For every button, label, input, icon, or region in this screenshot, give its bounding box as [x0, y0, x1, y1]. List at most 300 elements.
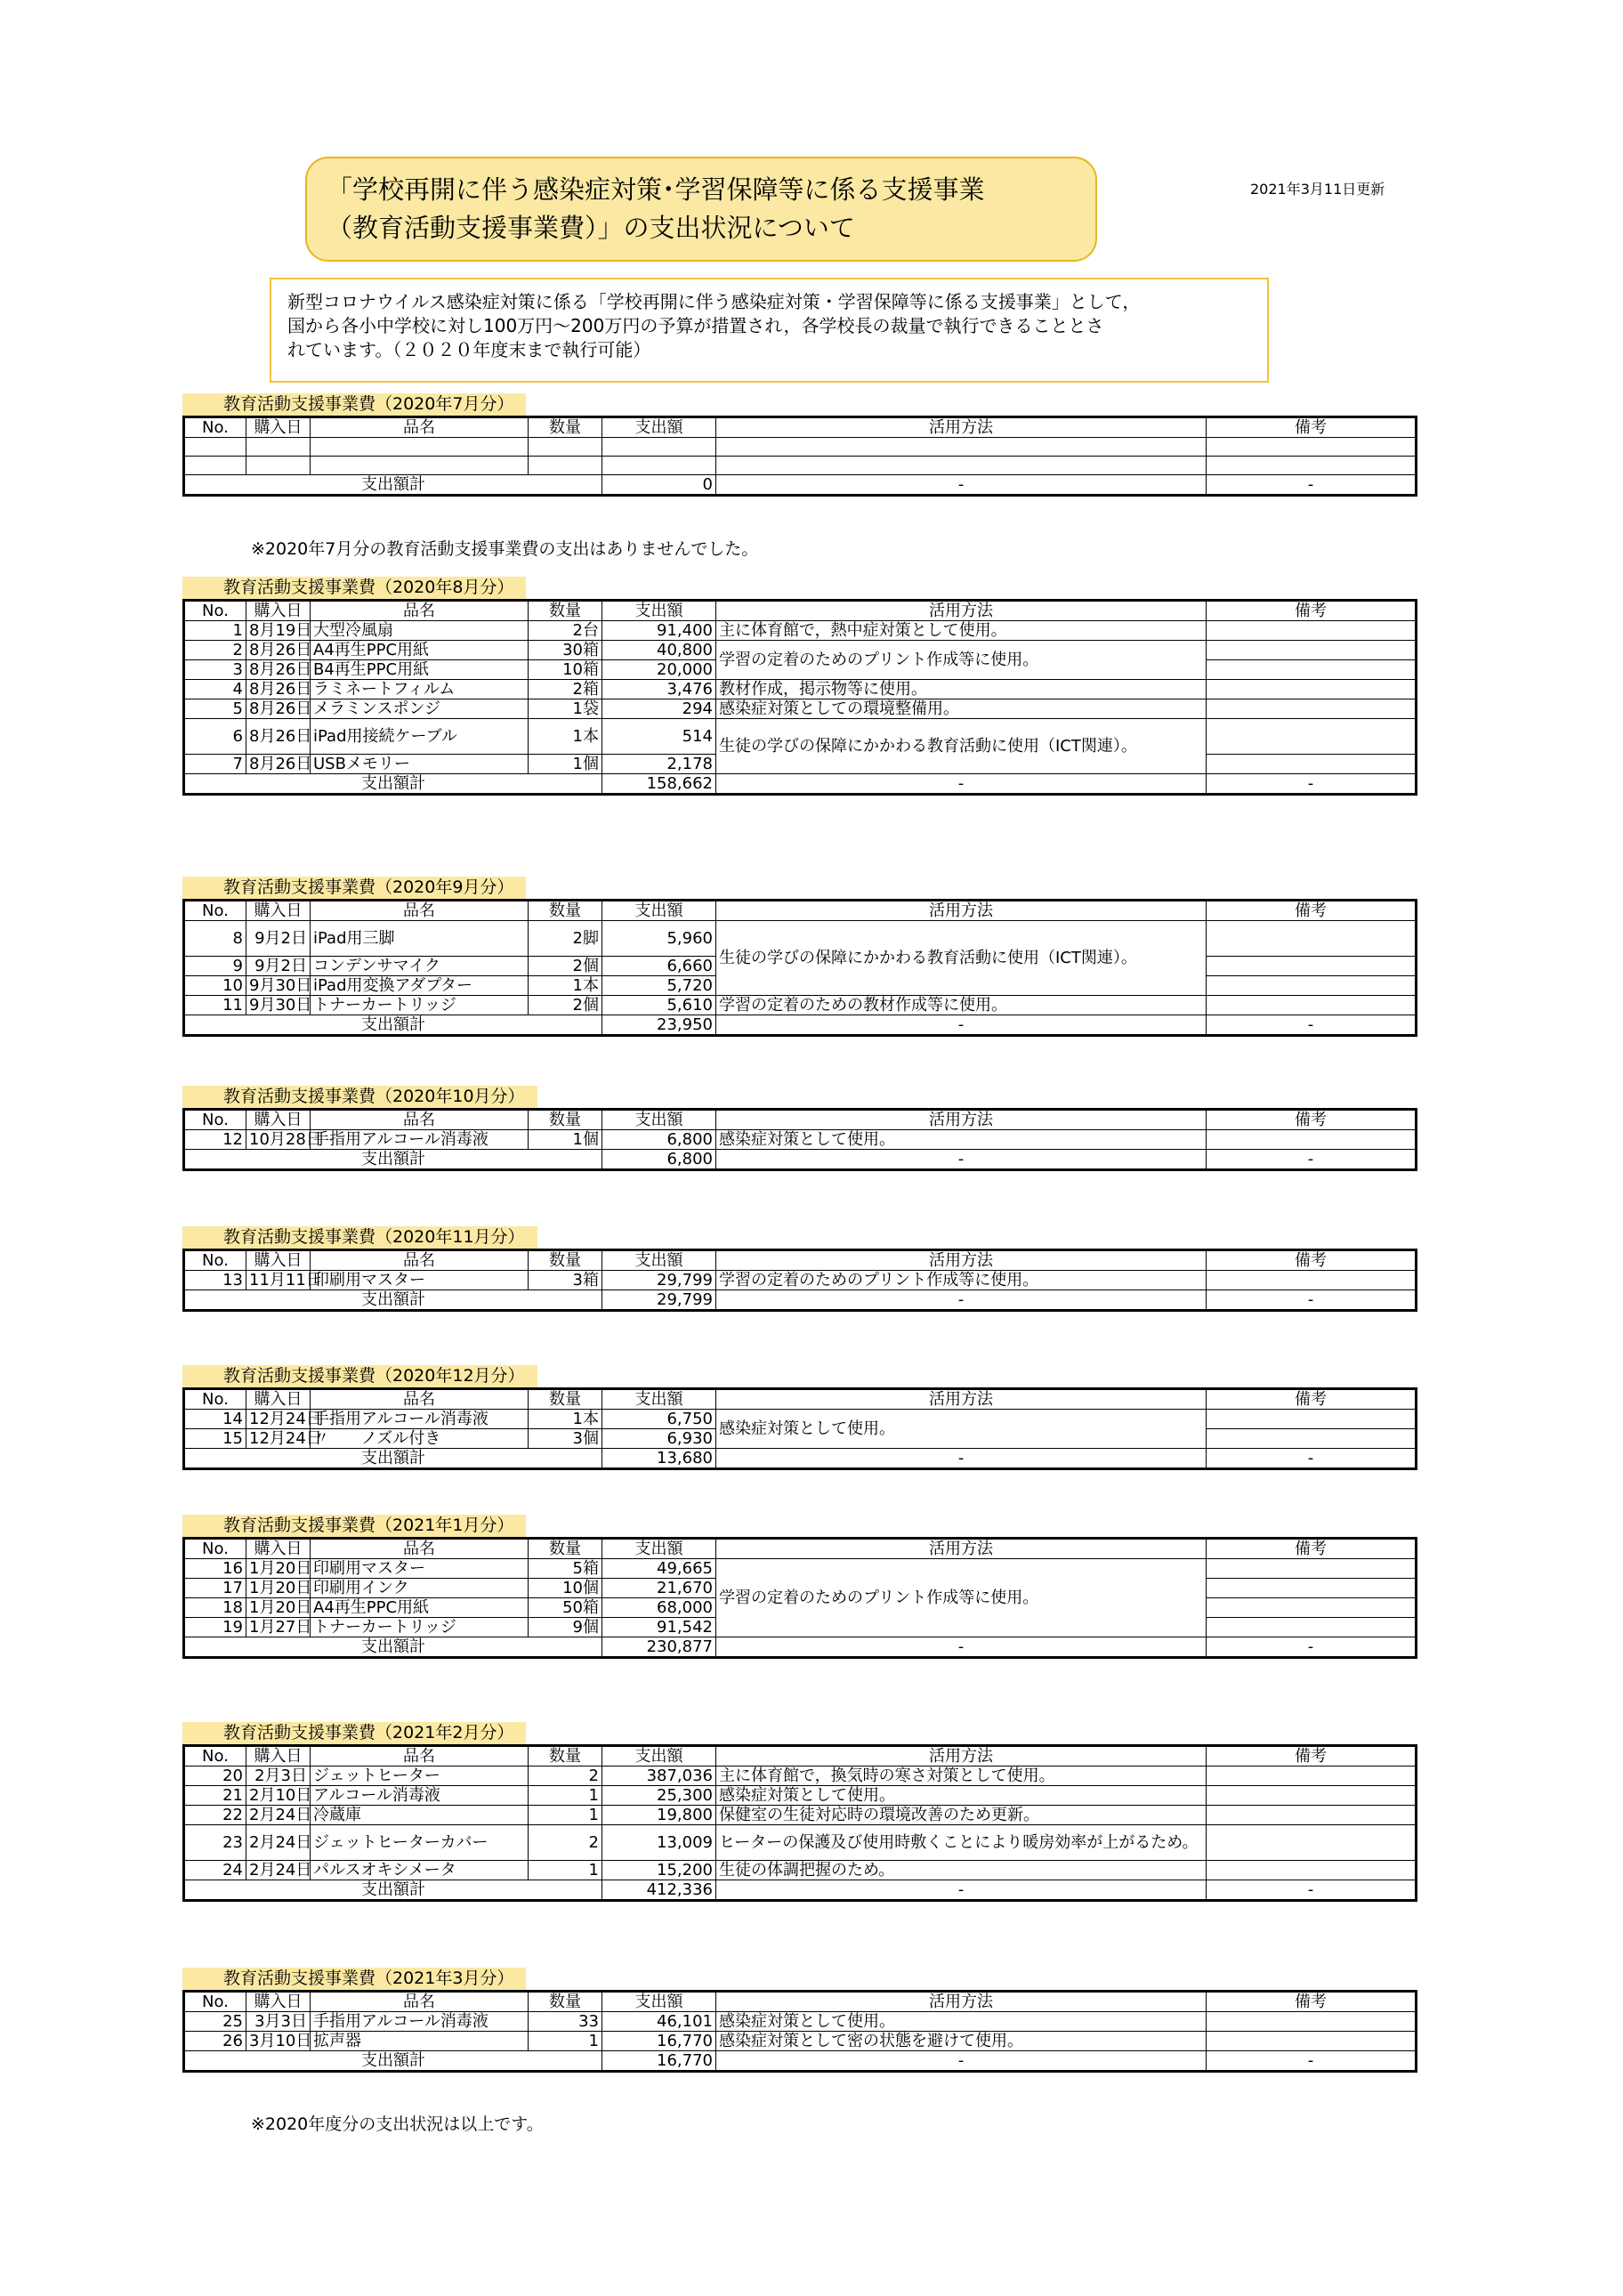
usage-method — [716, 457, 1207, 475]
remarks — [1207, 699, 1417, 719]
total-label: 支出額計 — [184, 774, 602, 795]
column-header: 支出額 — [602, 1992, 716, 2012]
usage-method: 生徒の学びの保障にかかわる教育活動に使用（ICT関連）。 — [716, 921, 1207, 996]
purchase-date: 8月26日 — [246, 660, 311, 680]
quantity: 50箱 — [529, 1598, 602, 1618]
quantity: 1 — [529, 1786, 602, 1806]
column-header: 活用方法 — [716, 601, 1207, 621]
amount: 5,960 — [602, 921, 716, 957]
usage-dash: - — [716, 1015, 1207, 1036]
usage-method: ヒーターの保護及び使用時敷くことにより暖房効率が上がるため。 — [716, 1825, 1207, 1861]
column-header: 備考 — [1207, 1250, 1417, 1271]
table-header-row — [184, 417, 1417, 438]
purchase-date — [246, 438, 311, 457]
usage-method: 学習の定着のためのプリント作成等に使用。 — [716, 1271, 1207, 1290]
table-row — [184, 719, 1417, 755]
purchase-date: 1月20日 — [246, 1579, 311, 1598]
total-label: 支出額計 — [184, 1290, 602, 1311]
column-header: 購入日 — [246, 1746, 311, 1766]
section-label: 教育活動支援事業費（2020年7月分） — [182, 393, 526, 416]
column-header: 活用方法 — [716, 1110, 1207, 1130]
note-end: ※2020年度分の支出状況は以上です。 — [251, 2114, 544, 2134]
quantity: 10個 — [529, 1579, 602, 1598]
purchase-date: 2月24日 — [246, 1806, 311, 1825]
expenditure-table — [182, 1537, 1417, 1659]
remarks — [1207, 1579, 1417, 1598]
item-name: 手指用アルコール消毒液 — [311, 1410, 529, 1429]
total-row — [184, 774, 1417, 795]
purchase-date: 2月24日 — [246, 1825, 311, 1861]
total-row — [184, 2051, 1417, 2072]
quantity: 2箱 — [529, 680, 602, 699]
column-header: 品名 — [311, 1110, 529, 1130]
purchase-date: 9月2日 — [246, 921, 311, 957]
column-header: 数量 — [529, 417, 602, 438]
quantity: 1個 — [529, 1130, 602, 1150]
remarks — [1207, 1618, 1417, 1637]
expenditure-table — [182, 1990, 1417, 2073]
column-header: 支出額 — [602, 1110, 716, 1130]
item-name: 印刷用インク — [311, 1579, 529, 1598]
quantity: 1個 — [529, 755, 602, 774]
expenditure-table — [182, 1387, 1417, 1470]
quantity — [529, 457, 602, 475]
table-header-row — [184, 1746, 1417, 1766]
purchase-date — [246, 457, 311, 475]
amount: 20,000 — [602, 660, 716, 680]
quantity: 30箱 — [529, 641, 602, 660]
item-name: トナーカートリッジ — [311, 1618, 529, 1637]
quantity: 2脚 — [529, 921, 602, 957]
table-row — [184, 1786, 1417, 1806]
expenditure-section — [182, 1722, 1415, 1902]
column-header: 備考 — [1207, 417, 1417, 438]
table-row — [184, 2012, 1417, 2032]
column-header: 支出額 — [602, 901, 716, 921]
item-name: 印刷用マスター — [311, 1559, 529, 1579]
expenditure-table — [182, 1744, 1417, 1902]
purchase-date: 8月26日 — [246, 719, 311, 755]
purchase-date: 11月11日 — [246, 1271, 311, 1290]
remarks — [1207, 921, 1417, 957]
column-header: 数量 — [529, 1539, 602, 1559]
row-number: 2 — [184, 641, 246, 660]
quantity: 1 — [529, 2032, 602, 2051]
table-row — [184, 699, 1417, 719]
amount: 49,665 — [602, 1559, 716, 1579]
total-amount: 16,770 — [602, 2051, 716, 2072]
expenditure-section — [182, 1226, 1415, 1312]
remarks — [1207, 680, 1417, 699]
column-header: 品名 — [311, 1746, 529, 1766]
remarks — [1207, 2012, 1417, 2032]
total-label: 支出額計 — [184, 1449, 602, 1469]
remarks-dash: - — [1207, 475, 1417, 496]
total-label: 支出額計 — [184, 1015, 602, 1036]
intro-line-1: 新型コロナウイルス感染症対策に係る「学校再開に伴う感染症対策・学習保障等に係る支援事業」として， — [287, 291, 1141, 312]
amount: 91,400 — [602, 621, 716, 641]
table-row — [184, 2032, 1417, 2051]
total-label: 支出額計 — [184, 1637, 602, 1658]
usage-method: 生徒の学びの保障にかかわる教育活動に使用（ICT関連）。 — [716, 719, 1207, 774]
column-header: 支出額 — [602, 1389, 716, 1410]
column-header: 備考 — [1207, 901, 1417, 921]
item-name: ラミネートフィルム — [311, 680, 529, 699]
remarks — [1207, 641, 1417, 660]
table-row — [184, 641, 1417, 660]
remarks — [1207, 719, 1417, 755]
section-label: 教育活動支援事業費（2021年3月分） — [182, 1968, 526, 1990]
column-header: 購入日 — [246, 1539, 311, 1559]
total-row — [184, 1015, 1417, 1036]
row-number: 9 — [184, 957, 246, 976]
column-header: No. — [184, 1250, 246, 1271]
amount: 514 — [602, 719, 716, 755]
item-name: パルスオキシメータ — [311, 1861, 529, 1880]
purchase-date: 12月24日 — [246, 1429, 311, 1449]
column-header: 活用方法 — [716, 1250, 1207, 1271]
amount: 6,800 — [602, 1130, 716, 1150]
intro-line-2: 国から各小中学校に対し100万円～200万円の予算が措置され，各学校長の裁量で執行できることとさ — [287, 315, 1104, 336]
note-july: ※2020年7月分の教育活動支援事業費の支出はありませんでした。 — [251, 539, 759, 559]
usage-dash: - — [716, 1637, 1207, 1658]
remarks — [1207, 1429, 1417, 1449]
column-header: 活用方法 — [716, 1992, 1207, 2012]
table-row — [184, 457, 1417, 475]
usage-method: 感染症対策としての環境整備用。 — [716, 699, 1207, 719]
purchase-date: 9月2日 — [246, 957, 311, 976]
item-name: 〃 ノズル付き — [311, 1429, 529, 1449]
expenditure-section — [182, 1086, 1415, 1171]
amount: 29,799 — [602, 1271, 716, 1290]
column-header: 支出額 — [602, 601, 716, 621]
usage-method: 感染症対策として密の状態を避けて使用。 — [716, 2032, 1207, 2051]
remarks — [1207, 2032, 1417, 2051]
remarks — [1207, 1786, 1417, 1806]
item-name — [311, 438, 529, 457]
total-row — [184, 1290, 1417, 1311]
purchase-date: 8月19日 — [246, 621, 311, 641]
purchase-date: 1月20日 — [246, 1559, 311, 1579]
column-header: 数量 — [529, 901, 602, 921]
amount: 16,770 — [602, 2032, 716, 2051]
item-name: 冷蔵庫 — [311, 1806, 529, 1825]
page-title-line-2: （教育活動支援事業費）」の支出状況について — [327, 213, 855, 243]
remarks-dash: - — [1207, 1449, 1417, 1469]
row-number: 20 — [184, 1766, 246, 1786]
section-label: 教育活動支援事業費（2020年10月分） — [182, 1086, 537, 1108]
remarks — [1207, 1806, 1417, 1825]
total-amount: 29,799 — [602, 1290, 716, 1311]
quantity: 1本 — [529, 719, 602, 755]
column-header: 支出額 — [602, 1250, 716, 1271]
column-header: 支出額 — [602, 1746, 716, 1766]
column-header: 品名 — [311, 1389, 529, 1410]
item-name: B4再生PPC用紙 — [311, 660, 529, 680]
column-header: 数量 — [529, 1250, 602, 1271]
table-row — [184, 1130, 1417, 1150]
column-header: 購入日 — [246, 417, 311, 438]
section-label: 教育活動支援事業費（2020年9月分） — [182, 877, 526, 899]
row-number: 16 — [184, 1559, 246, 1579]
total-amount: 6,800 — [602, 1150, 716, 1170]
usage-dash: - — [716, 1150, 1207, 1170]
total-row — [184, 1880, 1417, 1901]
usage-dash: - — [716, 1880, 1207, 1901]
usage-method: 学習の定着のための教材作成等に使用。 — [716, 996, 1207, 1015]
remarks-dash: - — [1207, 1015, 1417, 1036]
total-amount: 158,662 — [602, 774, 716, 795]
row-number: 26 — [184, 2032, 246, 2051]
row-number: 25 — [184, 2012, 246, 2032]
amount: 5,720 — [602, 976, 716, 996]
row-number: 21 — [184, 1786, 246, 1806]
column-header: 購入日 — [246, 1110, 311, 1130]
column-header: No. — [184, 417, 246, 438]
column-header: No. — [184, 601, 246, 621]
column-header: 品名 — [311, 1992, 529, 2012]
total-amount: 0 — [602, 475, 716, 496]
table-row — [184, 921, 1417, 957]
remarks — [1207, 1271, 1417, 1290]
quantity: 9個 — [529, 1618, 602, 1637]
total-label: 支出額計 — [184, 475, 602, 496]
usage-method: 保健室の生徒対応時の環境改善のため更新。 — [716, 1806, 1207, 1825]
item-name: 印刷用マスター — [311, 1271, 529, 1290]
remarks — [1207, 996, 1417, 1015]
purchase-date: 1月27日 — [246, 1618, 311, 1637]
column-header: 品名 — [311, 1250, 529, 1271]
column-header: 備考 — [1207, 1539, 1417, 1559]
purchase-date: 2月3日 — [246, 1766, 311, 1786]
table-header-row — [184, 1110, 1417, 1130]
quantity: 1 — [529, 1806, 602, 1825]
usage-method: 主に体育館で，熱中症対策として使用。 — [716, 621, 1207, 641]
column-header: 活用方法 — [716, 1539, 1207, 1559]
total-row — [184, 1449, 1417, 1469]
expenditure-section — [182, 577, 1415, 796]
usage-method: 教材作成，掲示物等に使用。 — [716, 680, 1207, 699]
amount: 294 — [602, 699, 716, 719]
remarks — [1207, 1410, 1417, 1429]
table-row — [184, 1825, 1417, 1861]
quantity: 1本 — [529, 1410, 602, 1429]
remarks — [1207, 438, 1417, 457]
expenditure-table — [182, 1249, 1417, 1312]
remarks — [1207, 1766, 1417, 1786]
remarks — [1207, 1861, 1417, 1880]
item-name: ジェットヒーター — [311, 1766, 529, 1786]
purchase-date: 8月26日 — [246, 680, 311, 699]
table-row — [184, 1410, 1417, 1429]
column-header: 備考 — [1207, 1992, 1417, 2012]
amount: 19,800 — [602, 1806, 716, 1825]
purchase-date: 9月30日 — [246, 976, 311, 996]
column-header: 支出額 — [602, 417, 716, 438]
usage-method: 学習の定着のためのプリント作成等に使用。 — [716, 1559, 1207, 1637]
row-number: 14 — [184, 1410, 246, 1429]
row-number: 12 — [184, 1130, 246, 1150]
total-row — [184, 475, 1417, 496]
row-number: 13 — [184, 1271, 246, 1290]
purchase-date: 2月10日 — [246, 1786, 311, 1806]
remarks-dash: - — [1207, 1880, 1417, 1901]
usage-dash: - — [716, 1449, 1207, 1469]
quantity: 3個 — [529, 1429, 602, 1449]
row-number: 18 — [184, 1598, 246, 1618]
expenditure-section — [182, 1515, 1415, 1659]
section-label: 教育活動支援事業費（2020年11月分） — [182, 1226, 537, 1249]
item-name: 大型冷風扇 — [311, 621, 529, 641]
item-name: 手指用アルコール消毒液 — [311, 2012, 529, 2032]
expenditure-table — [182, 416, 1417, 497]
usage-method: 感染症対策として使用。 — [716, 2012, 1207, 2032]
table-row — [184, 1559, 1417, 1579]
total-row — [184, 1637, 1417, 1658]
quantity: 2 — [529, 1825, 602, 1861]
total-amount: 23,950 — [602, 1015, 716, 1036]
item-name: 拡声器 — [311, 2032, 529, 2051]
total-row — [184, 1150, 1417, 1170]
quantity: 3箱 — [529, 1271, 602, 1290]
remarks — [1207, 755, 1417, 774]
total-label: 支出額計 — [184, 2051, 602, 2072]
amount: 91,542 — [602, 1618, 716, 1637]
quantity — [529, 438, 602, 457]
section-label: 教育活動支援事業費（2021年2月分） — [182, 1722, 526, 1744]
remarks — [1207, 1598, 1417, 1618]
item-name: A4再生PPC用紙 — [311, 1598, 529, 1618]
row-number: 17 — [184, 1579, 246, 1598]
purchase-date: 8月26日 — [246, 755, 311, 774]
column-header: 品名 — [311, 601, 529, 621]
row-number: 11 — [184, 996, 246, 1015]
table-row — [184, 438, 1417, 457]
purchase-date: 1月20日 — [246, 1598, 311, 1618]
purchase-date: 12月24日 — [246, 1410, 311, 1429]
expenditure-section — [182, 1968, 1415, 2073]
usage-method: 感染症対策として使用。 — [716, 1410, 1207, 1449]
quantity: 2台 — [529, 621, 602, 641]
page-title-box — [305, 157, 1097, 262]
usage-dash: - — [716, 774, 1207, 795]
row-number: 10 — [184, 976, 246, 996]
column-header: 購入日 — [246, 901, 311, 921]
remarks-dash: - — [1207, 774, 1417, 795]
amount — [602, 438, 716, 457]
row-number: 4 — [184, 680, 246, 699]
quantity: 33 — [529, 2012, 602, 2032]
usage-method: 生徒の体調把握のため。 — [716, 1861, 1207, 1880]
amount: 15,200 — [602, 1861, 716, 1880]
column-header: 備考 — [1207, 1746, 1417, 1766]
row-number: 23 — [184, 1825, 246, 1861]
quantity: 5箱 — [529, 1559, 602, 1579]
column-header: 購入日 — [246, 1992, 311, 2012]
column-header: 数量 — [529, 1992, 602, 2012]
expenditure-section — [182, 1365, 1415, 1470]
column-header: No. — [184, 1992, 246, 2012]
column-header: 品名 — [311, 1539, 529, 1559]
purchase-date: 9月30日 — [246, 996, 311, 1015]
item-name: 手指用アルコール消毒液 — [311, 1130, 529, 1150]
remarks — [1207, 457, 1417, 475]
amount: 6,660 — [602, 957, 716, 976]
page-title-line-1: 「学校再開に伴う感染症対策･学習保障等に係る支援事業 — [327, 174, 985, 205]
usage-method: 学習の定着のためのプリント作成等に使用。 — [716, 641, 1207, 680]
remarks — [1207, 1130, 1417, 1150]
usage-method — [716, 438, 1207, 457]
column-header: 購入日 — [246, 601, 311, 621]
total-amount: 13,680 — [602, 1449, 716, 1469]
item-name: コンデンサマイク — [311, 957, 529, 976]
column-header: 活用方法 — [716, 901, 1207, 921]
usage-dash: - — [716, 2051, 1207, 2072]
usage-dash: - — [716, 475, 1207, 496]
amount: 6,930 — [602, 1429, 716, 1449]
table-row — [184, 1861, 1417, 1880]
usage-method: 感染症対策として使用。 — [716, 1786, 1207, 1806]
item-name — [311, 457, 529, 475]
intro-box — [270, 278, 1269, 383]
usage-method: 主に体育館で，換気時の寒さ対策として使用。 — [716, 1766, 1207, 1786]
total-amount: 230,877 — [602, 1637, 716, 1658]
row-number — [184, 438, 246, 457]
row-number: 15 — [184, 1429, 246, 1449]
row-number: 22 — [184, 1806, 246, 1825]
remarks-dash: - — [1207, 1637, 1417, 1658]
table-header-row — [184, 1389, 1417, 1410]
item-name: アルコール消毒液 — [311, 1786, 529, 1806]
quantity: 1 — [529, 1861, 602, 1880]
usage-dash: - — [716, 1290, 1207, 1311]
column-header: 数量 — [529, 1110, 602, 1130]
item-name: iPad用変換アダプター — [311, 976, 529, 996]
table-row — [184, 1806, 1417, 1825]
amount: 46,101 — [602, 2012, 716, 2032]
column-header: 備考 — [1207, 1389, 1417, 1410]
row-number: 19 — [184, 1618, 246, 1637]
expenditure-section — [182, 393, 1415, 497]
table-row — [184, 1271, 1417, 1290]
row-number: 7 — [184, 755, 246, 774]
expenditure-table — [182, 599, 1417, 796]
column-header: 数量 — [529, 601, 602, 621]
amount: 6,750 — [602, 1410, 716, 1429]
item-name: メラミンスポンジ — [311, 699, 529, 719]
column-header: 備考 — [1207, 601, 1417, 621]
column-header: No. — [184, 1389, 246, 1410]
amount: 40,800 — [602, 641, 716, 660]
column-header: 数量 — [529, 1389, 602, 1410]
total-label: 支出額計 — [184, 1880, 602, 1901]
purchase-date: 3月10日 — [246, 2032, 311, 2051]
expenditure-table — [182, 1108, 1417, 1171]
table-header-row — [184, 1539, 1417, 1559]
section-label: 教育活動支援事業費（2021年1月分） — [182, 1515, 526, 1537]
amount: 3,476 — [602, 680, 716, 699]
item-name: トナーカートリッジ — [311, 996, 529, 1015]
column-header: 活用方法 — [716, 1746, 1207, 1766]
column-header: 備考 — [1207, 1110, 1417, 1130]
quantity: 2 — [529, 1766, 602, 1786]
column-header: 品名 — [311, 417, 529, 438]
remarks — [1207, 621, 1417, 641]
item-name: iPad用三脚 — [311, 921, 529, 957]
amount — [602, 457, 716, 475]
remarks — [1207, 976, 1417, 996]
purchase-date: 3月3日 — [246, 2012, 311, 2032]
